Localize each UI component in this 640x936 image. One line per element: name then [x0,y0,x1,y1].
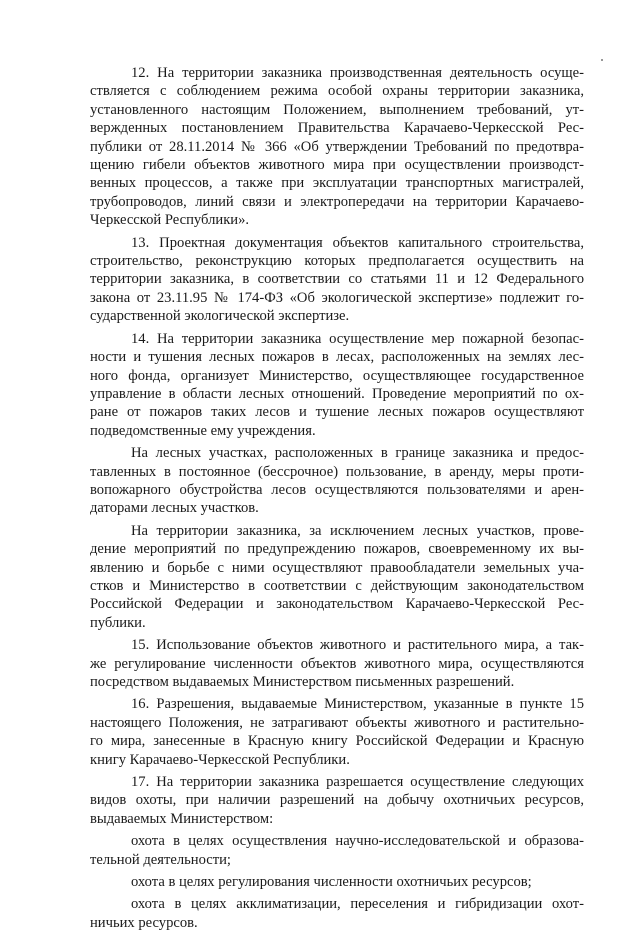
text-line: закона от 23.11.95 № 174-ФЗ «Об экологической экспертизе» подлежит го- [90,289,584,306]
text-line: тавленных в постоянное (бессрочное) пользование, в аренду, меры проти- [90,463,584,480]
paragraph [90,773,584,828]
text-line: тельной деятельности; [90,851,231,868]
paragraph [90,330,584,440]
paragraph [90,873,584,891]
paragraph [90,636,584,691]
text-line: ности и тушения лесных пожаров в лесах, расположенных на землях лес- [90,349,584,366]
text-line: ничьих ресурсов. [90,914,198,931]
text-line: ствляется с соблюдением режима особой охраны территории заказника, [90,83,584,100]
text-line: публики от 28.11.2014 № 366 «Об утверждении Требований по предотвра- [90,138,584,155]
scan-speck [601,59,603,61]
paragraph [90,832,584,869]
text-line: ного фонда, организует Министерство, осуществляющее государственное [90,367,584,384]
text-line: трубопроводов, линий связи и электропередачи на территории Карачаево- [90,193,584,210]
text-line: посредством выдаваемых Министерством письменных разрешений. [90,674,515,690]
text-line: охота в целях регулирования численности охотничьих ресурсов; [131,874,532,891]
text-line: выдаваемых Министерством: [90,810,274,827]
text-line: На территории заказника, за исключением лесных участков, прове- [131,522,584,539]
text-line: щению гибели объектов животного мира при осуществлении производст- [90,157,584,174]
text-line: дение мероприятий по предупреждению пожаров, своевременному их вы- [90,541,584,558]
text-line: даторами лесных участков. [90,500,259,517]
text-line: подведомственные ему учреждения. [90,422,316,439]
paragraph [90,522,584,632]
text-line: 16. Разрешения, выдаваемые Министерством, указанные в пункте 15 [131,696,584,713]
text-line: стков и Министерство в соответствии с действующим законодательством [90,577,584,594]
text-line: строительство, реконструкцию которых предполагается осуществить на [90,253,584,270]
text-line: Черкесской Республики». [90,212,250,229]
paragraph [90,444,584,518]
text-line: явлению и борьбе с ними осуществляют правообладатели земельных уча- [90,559,584,576]
text-line: 13. Проектная документация объектов капитального строительства, [131,234,584,251]
paragraph [90,64,584,230]
text-line: Российской Федерации и законодательством Карачаево-Черкесской Рес- [90,596,584,613]
text-line: 17. На территории заказника разрешается осуществление следующих [131,774,584,791]
text-line: охота в целях акклиматизации, переселения и гибридизации охот- [131,896,584,913]
text-line: 15. Использование объектов животного и растительного мира, а так- [131,637,584,654]
text-line: На лесных участках, расположенных в границе заказника и предос- [131,445,584,462]
paragraph [90,234,584,326]
text-line: публики. [90,614,146,631]
text-line: настоящего Положения, не затрагивают объекты животного и растительно- [90,714,584,731]
text-line: венных процессов, а также при эксплуатации транспортных магистралей, [90,175,584,192]
text-line: 12. На территории заказника производственная деятельность осуще- [131,65,584,81]
text-line: установленного настоящим Положением, выполнением требований, ут- [90,101,584,118]
text-line: ране от пожаров таких лесов и тушение лесных пожаров осуществляют [90,404,584,421]
text-line: вопожарного обустройства лесов осуществляются пользователями и арен- [90,481,584,498]
text-line: же регулирование численности объектов животного мира, осуществляются [90,655,584,672]
text-line: 14. На территории заказника осуществление мер пожарной безопас- [131,330,584,347]
paragraph [90,695,584,769]
document-body [90,64,584,936]
text-line: видов охоты, при наличии разрешений на добычу охотничьих ресурсов, [90,792,584,809]
text-line: книгу Карачаево-Черкесской Республики. [90,751,350,768]
text-line: управление в области лесных отношений. Проведение мероприятий по ох- [90,385,584,402]
paragraph [90,895,584,932]
text-line: охота в целях осуществления научно-исследовательской и образова- [131,833,584,850]
text-line: территории заказника, в соответствии со статьями 11 и 12 Федерального [90,271,584,288]
text-line: вержденных постановлением Правительства Карачаево-Черкесской Рес- [90,120,584,137]
text-line: сударственной экологической экспертизе. [90,308,350,325]
text-line: го мира, занесенные в Красную книгу Российской Федерации и Красную [90,733,584,750]
